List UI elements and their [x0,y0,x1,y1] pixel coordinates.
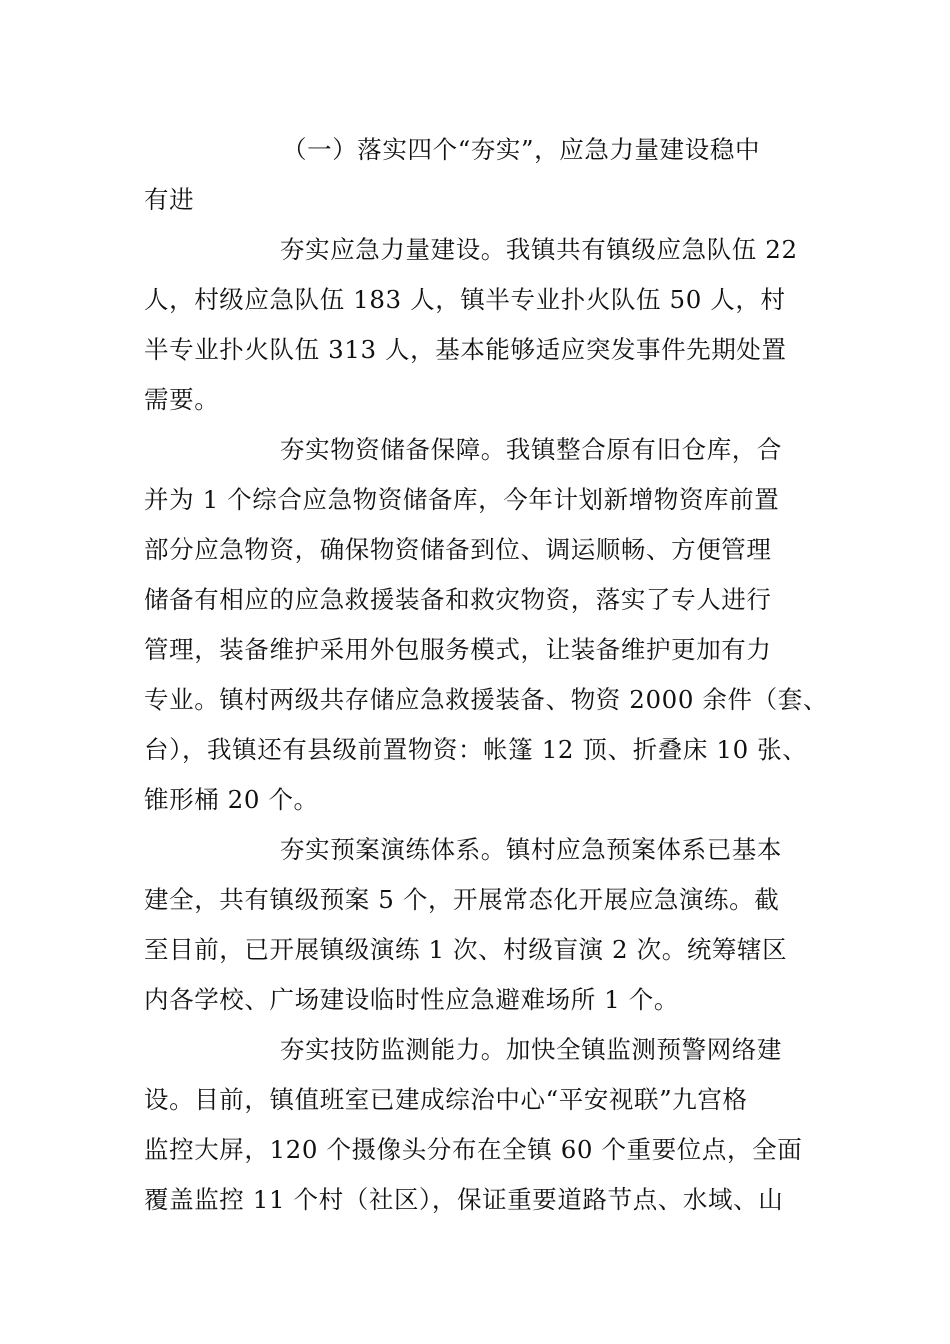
section-heading-line-1: （一）落实四个“夯实”，应急力量建设稳中 [282,135,761,164]
paragraph-3-line-4: 内各学校、广场建设临时性应急避难场所 1 个。 [144,985,679,1014]
paragraph-3-line-1: 夯实预案演练体系。镇村应急预案体系已基本 [280,835,782,864]
paragraph-2-line-3: 部分应急物资，确保物资储备到位、调运顺畅、方便管理 [144,535,772,564]
paragraph-4-line-3: 监控大屏，120 个摄像头分布在全镇 60 个重要位点，全面 [144,1135,803,1164]
section-heading-line-2: 有进 [144,185,195,214]
paragraph-2-line-8: 锥形桶 20 个。 [144,785,319,814]
paragraph-2-line-6: 专业。镇村两级共存储应急救援装备、物资 2000 余件（套、 [144,685,828,714]
paragraph-4-line-1: 夯实技防监测能力。加快全镇监测预警网络建 [280,1035,782,1064]
paragraph-1-line-1: 夯实应急力量建设。我镇共有镇级应急队伍 22 [280,235,798,264]
paragraph-4-line-4: 覆盖监控 11 个村（社区），保证重要道路节点、水域、山 [144,1185,784,1214]
paragraph-1-line-4: 需要。 [144,385,220,414]
paragraph-3-line-2: 建全，共有镇级预案 5 个，开展常态化开展应急演练。截 [144,885,780,914]
paragraph-2-line-7: 台），我镇还有县级前置物资：帐篷 12 顶、折叠床 10 张、 [144,735,808,764]
paragraph-3-line-3: 至目前，已开展镇级演练 1 次、村级盲演 2 次。统筹辖区 [144,935,788,964]
paragraph-2-line-1: 夯实物资储备保障。我镇整合原有旧仓库，合 [280,435,782,464]
paragraph-2-line-4: 储备有相应的应急救援装备和救灾物资，落实了专人进行 [144,585,772,614]
paragraph-1-line-2: 人，村级应急队伍 183 人，镇半专业扑火队伍 50 人，村 [144,285,786,314]
paragraph-4-line-2: 设。目前，镇值班室已建成综治中心“平安视联”九宫格 [144,1085,748,1114]
paragraph-1-line-3: 半专业扑火队伍 313 人，基本能够适应突发事件先期处置 [144,335,787,364]
paragraph-2-line-2: 并为 1 个综合应急物资储备库，今年计划新增物资库前置 [144,485,780,514]
paragraph-2-line-5: 管理，装备维护采用外包服务模式，让装备维护更加有力 [144,635,772,664]
